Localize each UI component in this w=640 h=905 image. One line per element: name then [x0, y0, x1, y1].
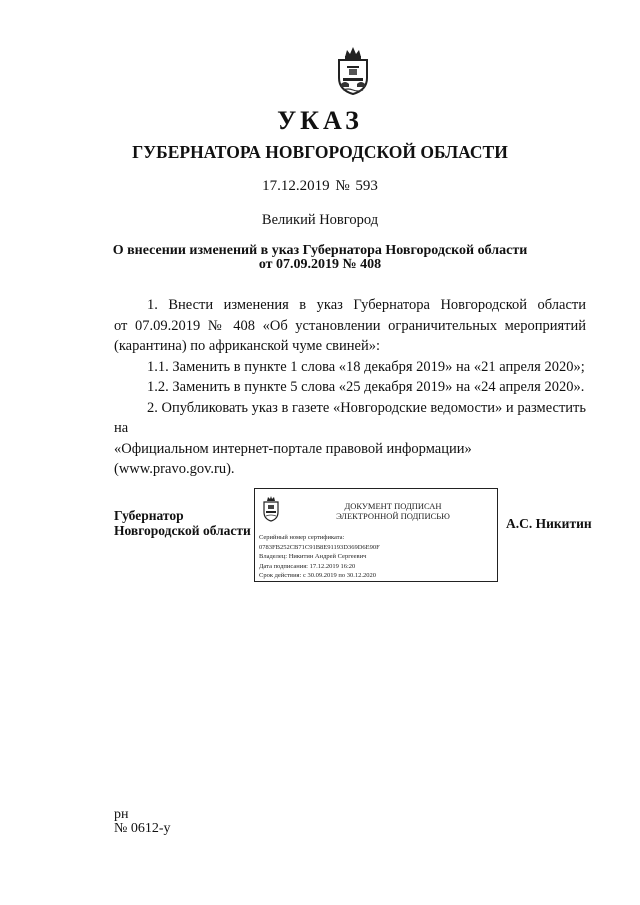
paragraph-2-line-2: «Официальном интернет-портале правовой информации» (www.pravo.gov.ru).: [114, 440, 472, 477]
paragraph-2-line-1: 2. Опубликовать указ в газете «Новгородские ведомости» и разместить на: [114, 399, 586, 436]
position-line-2: Новгородской области: [114, 523, 251, 538]
signatory-name: А.С. Никитин: [506, 516, 592, 531]
paragraph-1-line-2: от 07.09.2019 № 408 «Об установлении ограничительных мероприятий: [114, 317, 586, 334]
electronic-signature-stamp: [254, 488, 498, 582]
certificate-label: Серийный номер сертификата:: [259, 534, 345, 541]
paragraph-1-line-1: 1. Внести изменения в указ Губернатора Новгородской области: [147, 297, 586, 313]
issuer-title: ГУБЕРНАТОРА НОВГОРОДСКОЙ ОБЛАСТИ: [132, 142, 508, 162]
stamp-heading: [293, 501, 493, 521]
stamp-heading-line-2: ЭЛЕКТРОННОЙ ПОДПИСЬЮ: [336, 511, 450, 521]
decree-date: 17.12.2019: [262, 178, 330, 194]
signing-date: Дата подписания: 17.12.2019 16:20: [259, 562, 356, 570]
paragraph-1-2: 1.2. Заменить в пункте 5 слова «25 декабря 2019» на «24 апреля 2020».: [147, 379, 585, 395]
subject-line-2: от 07.09.2019 № 408: [258, 257, 382, 272]
number-sign: №: [335, 178, 350, 194]
paragraph-1-1: 1.1. Заменить в пункте 1 слова «18 декабря 2019» на «21 апреля 2020»;: [147, 358, 585, 375]
coat-of-arms-icon: [334, 44, 372, 96]
city-name: Великий Новгород: [261, 212, 379, 228]
subject-line-1: О внесении изменений в указ Губернатора Новгородской области: [112, 243, 528, 258]
certificate-validity: Срок действия: с 30.09.2019 по 30.12.2020: [259, 572, 376, 580]
paragraph-1-line-3: (карантина) по африканской чуме свиней»:: [114, 338, 381, 354]
stamp-emblem-icon: [261, 495, 281, 523]
footer-number: № 0612-у: [114, 821, 171, 836]
certificate-owner: Владелец: Никитин Андрей Сергеевич: [259, 553, 367, 561]
document-title: УКАЗ: [277, 106, 363, 135]
certificate-serial: 0783FB252CB71C91B8E91193D369D6E90F: [259, 543, 380, 551]
decree-number: 593: [355, 178, 378, 194]
stamp-details: [259, 533, 495, 581]
position-line-1: Губернатор: [114, 508, 184, 523]
date-number-line: [0, 178, 640, 195]
signatory-position: [114, 508, 251, 538]
footer-note: [114, 808, 171, 836]
stamp-heading-line-1: ДОКУМЕНТ ПОДПИСАН: [344, 501, 442, 511]
document-subject: [0, 244, 640, 272]
footer-initials: рн: [114, 807, 129, 822]
document-body: [114, 295, 586, 480]
